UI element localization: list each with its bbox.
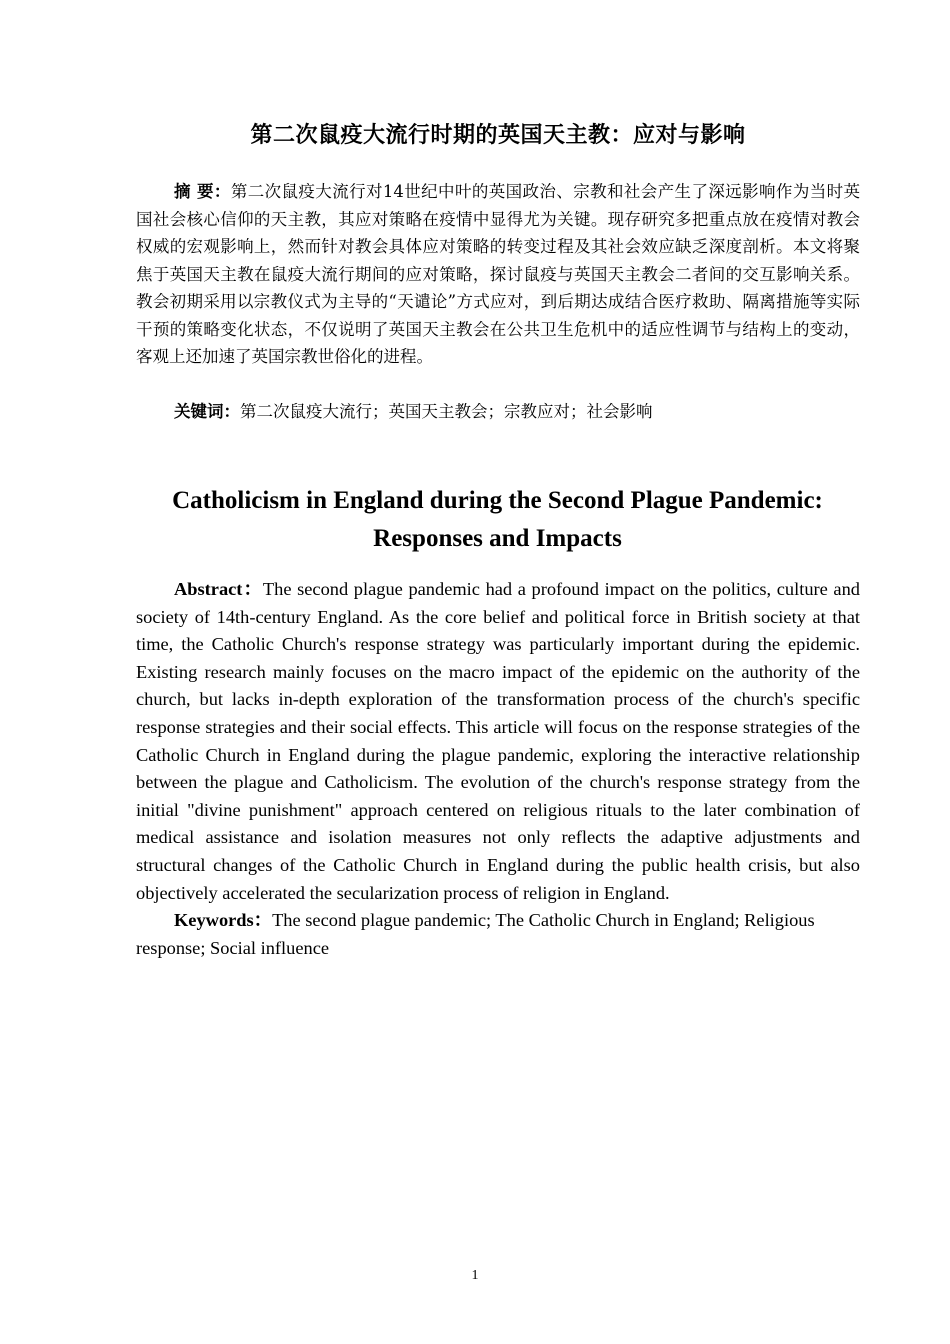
chinese-keywords	[174, 398, 860, 426]
english-abstract	[136, 576, 860, 907]
english-keywords-label: Keywords：	[174, 910, 273, 930]
page-number: 1	[471, 1268, 479, 1283]
chinese-abstract	[136, 178, 860, 371]
english-abstract-text: The second plague pandemic had a profound impact on the politics, culture and society of 14th-century England. As the core belief and political force in British society at that time, the Catholic Church's response strategy was particularly important during the epidemic. Existing research mainly focuses on the macro impact of the epidemic on the authority of the church, but lacks in-depth exploration of the transformation process of the church's specific response strategies and their social effects. This article will focus on the response strategies of the Catholic Church in England during the plague pandemic, exploring the interactive relationship between the plague and Catholicism. The evolution of the church's response strategy from the initial "divine punishment" approach centered on religious rituals to the later combination of medical assistance and isolation measures not only reflects the adaptive adjustments and structural changes of the Catholic Church in England during the public health crisis, but also objectively accelerated the secularization process of religion in England.	[136, 579, 860, 903]
chinese-keywords-text: 第二次鼠疫大流行；英国天主教会；宗教应对；社会影响	[240, 402, 653, 421]
english-title-line-2: Responses and Impacts	[373, 525, 622, 552]
chinese-abstract-label: 摘 要：	[174, 182, 231, 201]
english-title-line-1: Catholicism in England during the Second Plague Pandemic:	[172, 487, 823, 514]
english-keywords-text: The second plague pandemic; The Catholic Church in England; Religious response; Social influence	[136, 910, 815, 958]
chinese-keywords-label: 关键词：	[174, 402, 240, 421]
english-title	[150, 482, 845, 558]
chinese-abstract-text: 第二次鼠疫大流行对14世纪中叶的英国政治、宗教和社会产生了深远影响作为当时英国社会核心信仰的天主教，其应对策略在疫情中显得尤为关键。现存研究多把重点放在疫情对教会权威的宏观影响上，然而针对教会具体应对策略的转变过程及其社会效应缺乏深度剖析。本文将聚焦于英国天主教在鼠疫大流行期间的应对策略，探讨鼠疫与英国天主教会二者间的交互影响关系。教会初期采用以宗教仪式为主导的“天谴论”方式应对，到后期达成结合医疗救助、隔离措施等实际干预的策略变化状态，不仅说明了英国天主教会在公共卫生危机中的适应性调节与结构上的变动，客观上还加速了英国宗教世俗化的进程。	[136, 182, 860, 366]
english-keywords	[136, 907, 860, 962]
chinese-title: 第二次鼠疫大流行时期的英国天主教：应对与影响	[250, 123, 746, 148]
english-abstract-label: Abstract：	[174, 579, 263, 599]
